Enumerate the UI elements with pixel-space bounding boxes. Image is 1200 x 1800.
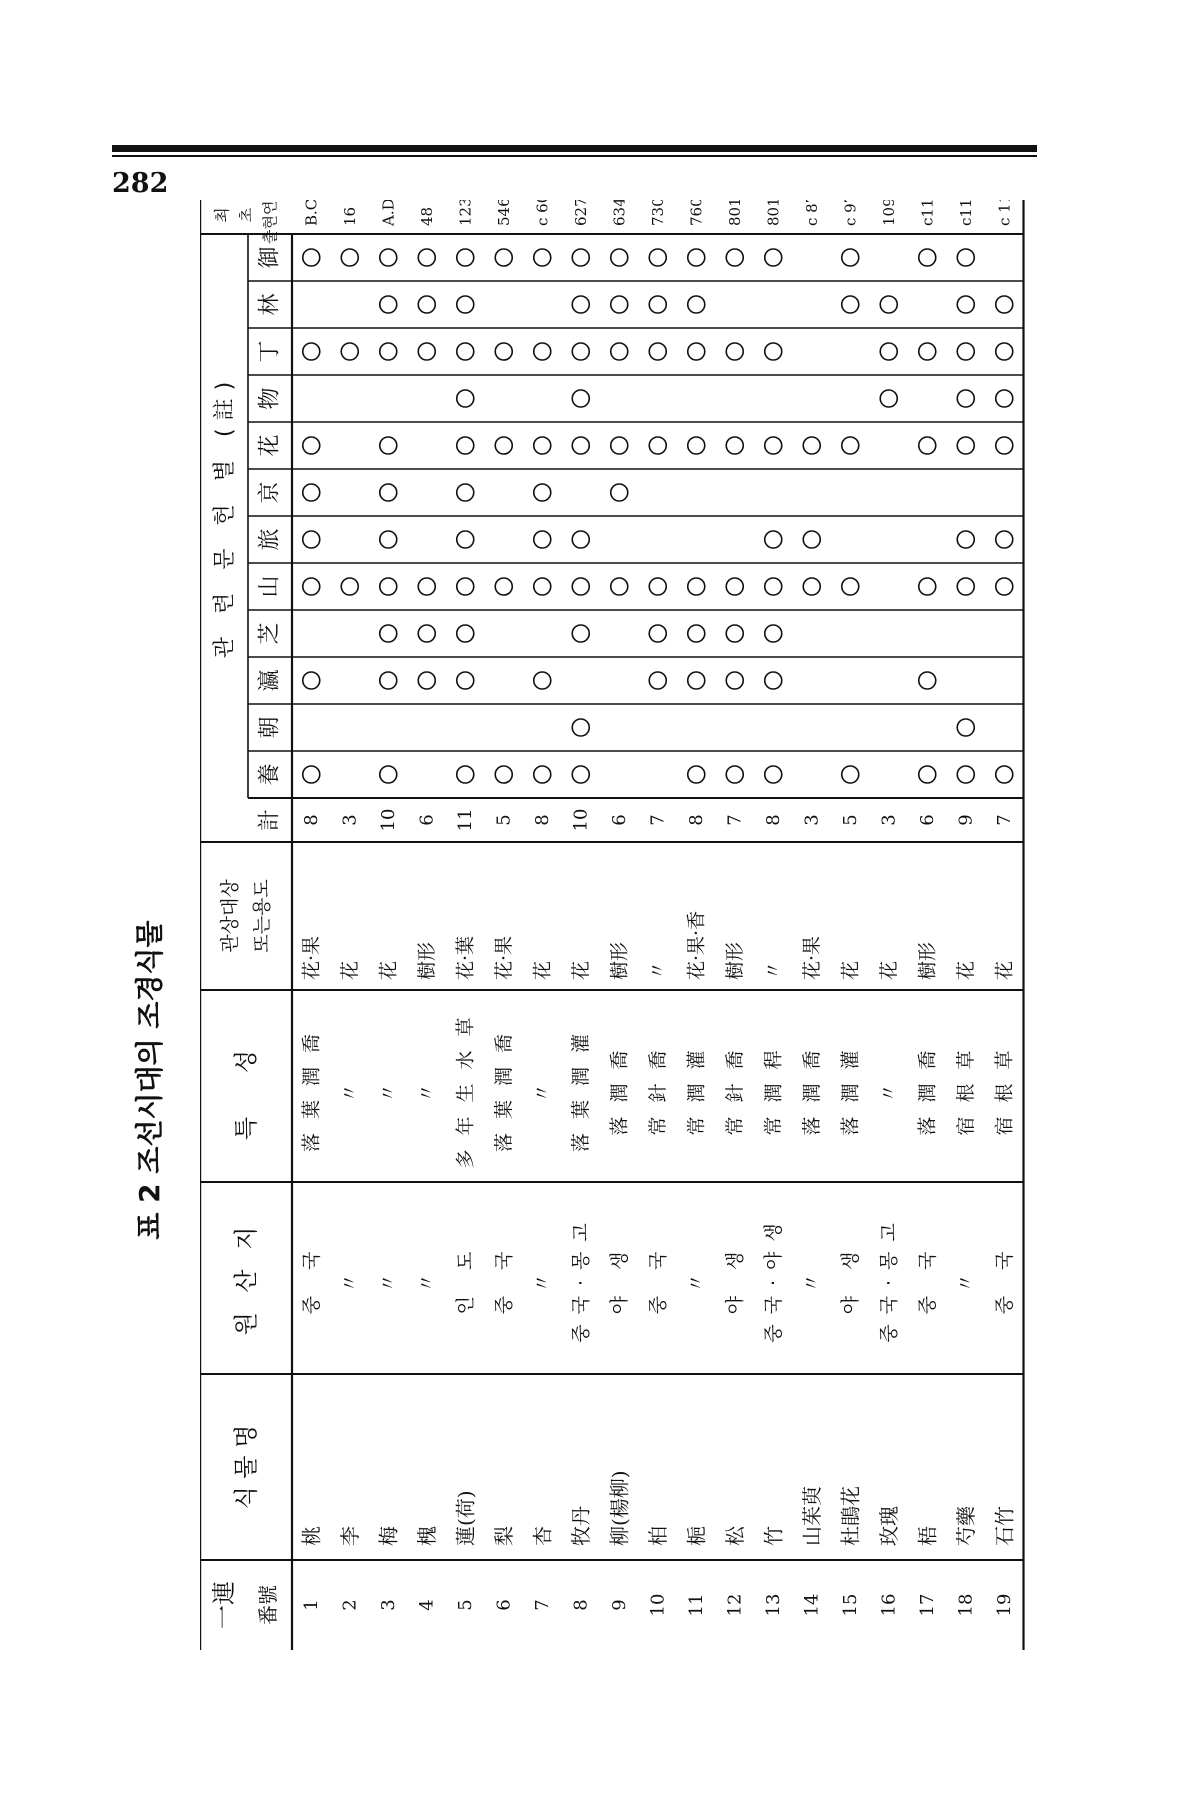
mark-circle	[534, 249, 551, 266]
row-number: 4	[416, 1599, 438, 1611]
row-total: 6	[416, 814, 438, 826]
row-number: 2	[339, 1599, 361, 1611]
mark-circle	[611, 437, 628, 454]
mark-circle	[534, 531, 551, 548]
row-use: 花	[531, 960, 554, 980]
row-use: 〃	[762, 960, 785, 980]
row-total: 8	[300, 814, 322, 826]
mark-circle	[688, 296, 705, 313]
row-origin: 〃	[685, 1263, 708, 1293]
header-traits: 특 성	[232, 1032, 260, 1140]
row-plant-name: 竹	[761, 1526, 786, 1546]
mark-circle	[688, 766, 705, 783]
mark-circle	[380, 531, 397, 548]
mark-circle	[842, 578, 859, 595]
row-total: 8	[762, 814, 784, 826]
mark-circle	[303, 766, 320, 783]
mark-circle	[765, 672, 782, 689]
row-first-year: c 870	[802, 200, 821, 226]
row-first-year: 123	[456, 200, 475, 226]
mark-circle	[765, 343, 782, 360]
mark-circle	[957, 296, 974, 313]
row-traits: 落葉潤喬	[492, 1019, 515, 1153]
mark-circle	[457, 390, 474, 407]
mark-circle	[765, 766, 782, 783]
row-total: 7	[724, 814, 746, 826]
mark-circle	[919, 249, 936, 266]
row-traits: 〃	[338, 1069, 361, 1103]
header-lit-col: 林	[257, 293, 283, 316]
mark-circle	[649, 672, 666, 689]
header-first-year-line3: 출현연대	[261, 200, 279, 244]
row-origin: 중 국	[492, 1241, 515, 1315]
header-serial: 一連	[210, 1581, 238, 1629]
row-origin: 중국·몽고	[569, 1213, 592, 1343]
row-number: 9	[608, 1599, 630, 1611]
mark-circle	[880, 296, 897, 313]
row-total: 7	[647, 814, 669, 826]
row-use: 樹形	[723, 941, 746, 980]
mark-circle	[495, 437, 512, 454]
header-lit-col: 山	[257, 575, 283, 598]
row-use: 樹形	[415, 941, 438, 980]
row-first-year: 730	[648, 200, 667, 226]
row-use: 花·果	[300, 935, 323, 980]
row-origin: 〃	[954, 1263, 977, 1293]
header-ornament-line2: 또는용도	[251, 879, 273, 953]
row-origin: 〃	[338, 1263, 361, 1293]
row-first-year: c1100	[918, 200, 937, 226]
top-rule-thin	[112, 155, 1037, 157]
mark-circle	[688, 578, 705, 595]
row-total: 3	[339, 814, 361, 826]
mark-circle	[996, 296, 1013, 313]
row-plant-name: 芍藥	[953, 1506, 978, 1546]
row-origin: 중국·몽고	[877, 1213, 900, 1343]
header-ornament-line1: 관상대상	[219, 879, 241, 953]
mark-circle	[957, 390, 974, 407]
row-traits: 常針喬	[723, 1036, 746, 1136]
mark-circle	[803, 578, 820, 595]
mark-circle	[957, 343, 974, 360]
mark-circle	[919, 672, 936, 689]
header-lit-col: 御	[257, 246, 283, 269]
row-total: 6	[916, 814, 938, 826]
header-plant-name: 식 물 명	[232, 1424, 260, 1510]
row-number: 8	[570, 1599, 592, 1611]
mark-circle	[611, 343, 628, 360]
row-use: 花	[569, 960, 592, 980]
row-use: 花·果·香	[685, 910, 708, 980]
header-lit-col: 京	[257, 481, 283, 504]
row-origin: 〃	[415, 1263, 438, 1293]
mark-circle	[572, 437, 589, 454]
mark-circle	[726, 249, 743, 266]
mark-circle	[572, 249, 589, 266]
mark-circle	[726, 437, 743, 454]
row-origin: 중 국	[916, 1241, 939, 1315]
header-first-year-line2: 초	[237, 207, 255, 223]
mark-circle	[572, 531, 589, 548]
row-total: 7	[993, 814, 1015, 826]
row-use: 花	[839, 960, 862, 980]
mark-circle	[457, 437, 474, 454]
row-origin: 〃	[377, 1263, 400, 1293]
mark-circle	[380, 672, 397, 689]
mark-circle	[572, 390, 589, 407]
row-total: 10	[570, 808, 592, 832]
row-use: 花	[954, 960, 977, 980]
row-origin: 중 국	[300, 1241, 323, 1315]
row-number: 10	[647, 1593, 669, 1617]
row-use: 樹形	[608, 941, 631, 980]
row-number: 3	[377, 1599, 399, 1611]
row-first-year: 48	[417, 206, 436, 226]
mark-circle	[765, 625, 782, 642]
mark-circle	[380, 484, 397, 501]
header-number: 番號	[256, 1585, 280, 1625]
row-first-year: B.C16	[302, 200, 321, 226]
row-total: 8	[531, 814, 553, 826]
mark-circle	[418, 672, 435, 689]
page-number: 282	[112, 168, 169, 199]
mark-circle	[380, 625, 397, 642]
mark-circle	[842, 249, 859, 266]
mark-circle	[996, 437, 1013, 454]
mark-circle	[688, 672, 705, 689]
row-use: 花	[877, 960, 900, 980]
mark-circle	[957, 531, 974, 548]
row-number: 6	[493, 1599, 515, 1611]
header-lit-col: 芝	[257, 622, 283, 645]
row-number: 1	[300, 1599, 322, 1611]
row-first-year: c 600	[533, 200, 552, 226]
row-traits: 多年生水草	[454, 1003, 477, 1169]
row-number: 12	[724, 1593, 746, 1617]
mark-circle	[495, 578, 512, 595]
row-traits: 宿根草	[954, 1036, 977, 1136]
mark-circle	[534, 766, 551, 783]
row-first-year: 16	[340, 206, 359, 226]
row-first-year: 627	[571, 200, 590, 226]
row-origin: 중 국	[993, 1241, 1016, 1315]
mark-circle	[534, 437, 551, 454]
mark-circle	[495, 766, 512, 783]
row-traits: 落葉潤灌	[569, 1019, 592, 1153]
mark-circle	[495, 249, 512, 266]
mark-circle	[919, 343, 936, 360]
row-total: 10	[377, 808, 399, 832]
row-total: 9	[955, 814, 977, 826]
mark-circle	[572, 766, 589, 783]
mark-circle	[341, 343, 358, 360]
mark-circle	[380, 249, 397, 266]
mark-circle	[957, 249, 974, 266]
mark-circle	[919, 437, 936, 454]
row-first-year: c 1140	[995, 200, 1014, 226]
row-use: 花	[993, 960, 1016, 980]
mark-circle	[880, 343, 897, 360]
row-plant-name: 杜鵑花	[838, 1486, 863, 1546]
top-rule-thick	[112, 145, 1037, 152]
row-origin: 〃	[531, 1263, 554, 1293]
mark-circle	[649, 296, 666, 313]
mark-circle	[611, 484, 628, 501]
header-total: 計	[257, 808, 283, 832]
header-lit-col: 花	[257, 434, 283, 457]
row-traits: 落潤喬	[800, 1036, 823, 1136]
plant-table	[200, 200, 1030, 1650]
row-plant-name: 桃	[299, 1526, 324, 1546]
row-use: 花·果	[800, 935, 823, 980]
mark-circle	[611, 249, 628, 266]
row-plant-name: 蓮(荷)	[453, 1490, 478, 1546]
mark-circle	[457, 343, 474, 360]
mark-circle	[457, 249, 474, 266]
row-origin: 인 도	[454, 1241, 477, 1315]
row-first-year: 760	[687, 200, 706, 226]
row-number: 18	[955, 1593, 977, 1617]
row-traits: 〃	[415, 1069, 438, 1103]
mark-circle	[649, 249, 666, 266]
mark-circle	[572, 578, 589, 595]
mark-circle	[457, 672, 474, 689]
mark-circle	[996, 390, 1013, 407]
row-traits: 落潤喬	[608, 1036, 631, 1136]
mark-circle	[919, 766, 936, 783]
row-number: 16	[878, 1593, 900, 1617]
mark-circle	[341, 249, 358, 266]
mark-circle	[457, 578, 474, 595]
mark-circle	[803, 531, 820, 548]
mark-circle	[688, 437, 705, 454]
mark-circle	[380, 766, 397, 783]
row-total: 3	[878, 814, 900, 826]
row-plant-name: 柏	[645, 1526, 670, 1546]
row-first-year: c 970	[841, 200, 860, 226]
row-traits: 〃	[877, 1069, 900, 1103]
row-plant-name: 梔	[684, 1526, 709, 1546]
mark-circle	[341, 578, 358, 595]
mark-circle	[380, 296, 397, 313]
mark-circle	[611, 578, 628, 595]
mark-circle	[726, 672, 743, 689]
mark-circle	[303, 249, 320, 266]
row-plant-name: 槐	[414, 1526, 439, 1546]
row-total: 5	[839, 814, 861, 826]
mark-circle	[418, 249, 435, 266]
row-traits: 常針喬	[646, 1036, 669, 1136]
row-traits: 落葉潤喬	[300, 1019, 323, 1153]
row-total: 11	[454, 808, 476, 832]
mark-circle	[457, 531, 474, 548]
header-lit-col: 朝	[257, 716, 283, 739]
mark-circle	[303, 531, 320, 548]
mark-circle	[688, 625, 705, 642]
mark-circle	[303, 437, 320, 454]
mark-circle	[996, 766, 1013, 783]
row-first-year: 1099	[879, 200, 898, 226]
row-traits: 〃	[377, 1069, 400, 1103]
mark-circle	[919, 578, 936, 595]
row-origin: 중국·야생	[762, 1213, 785, 1343]
row-use: 花·葉	[454, 935, 477, 980]
mark-circle	[418, 578, 435, 595]
mark-circle	[495, 343, 512, 360]
mark-circle	[572, 625, 589, 642]
row-traits: 落潤喬	[916, 1036, 939, 1136]
mark-circle	[572, 343, 589, 360]
mark-circle	[957, 766, 974, 783]
row-use: 花	[338, 960, 361, 980]
mark-circle	[457, 296, 474, 313]
row-total: 6	[608, 814, 630, 826]
mark-circle	[457, 625, 474, 642]
row-traits: 〃	[531, 1069, 554, 1103]
mark-circle	[842, 766, 859, 783]
header-lit-col: 丁	[257, 340, 283, 363]
mark-circle	[842, 296, 859, 313]
mark-circle	[765, 578, 782, 595]
mark-circle	[880, 390, 897, 407]
row-traits: 宿根草	[993, 1036, 1016, 1136]
row-origin: 중 국	[646, 1241, 669, 1315]
mark-circle	[803, 437, 820, 454]
mark-circle	[688, 249, 705, 266]
row-use: 樹形	[916, 941, 939, 980]
row-first-year: 801	[764, 200, 783, 226]
mark-circle	[957, 437, 974, 454]
mark-circle	[380, 343, 397, 360]
row-number: 11	[685, 1593, 707, 1617]
mark-circle	[418, 296, 435, 313]
mark-circle	[649, 578, 666, 595]
mark-circle	[765, 249, 782, 266]
row-plant-name: 牧丹	[568, 1506, 593, 1546]
row-plant-name: 梧	[915, 1526, 940, 1546]
row-first-year: 546	[494, 200, 513, 226]
mark-circle	[303, 578, 320, 595]
row-origin: 야 생	[608, 1241, 631, 1315]
mark-circle	[649, 343, 666, 360]
row-plant-name: 杏	[530, 1526, 555, 1546]
row-traits: 常潤稈	[762, 1036, 785, 1136]
row-plant-name: 山茱萸	[799, 1486, 824, 1546]
mark-circle	[457, 766, 474, 783]
mark-circle	[996, 343, 1013, 360]
mark-circle	[418, 343, 435, 360]
header-lit-col: 養	[257, 763, 283, 786]
mark-circle	[534, 484, 551, 501]
row-origin: 야 생	[839, 1241, 862, 1315]
mark-circle	[572, 296, 589, 313]
row-use: 花	[377, 960, 400, 980]
row-plant-name: 梨	[491, 1526, 516, 1546]
row-plant-name: 石竹	[992, 1506, 1017, 1546]
mark-circle	[572, 719, 589, 736]
row-total: 3	[801, 814, 823, 826]
mark-circle	[726, 578, 743, 595]
mark-circle	[534, 343, 551, 360]
row-plant-name: 梅	[376, 1526, 401, 1546]
row-total: 5	[493, 814, 515, 826]
mark-circle	[534, 578, 551, 595]
mark-circle	[726, 343, 743, 360]
row-first-year: 801	[725, 200, 744, 226]
row-traits: 落潤灌	[839, 1036, 862, 1136]
row-number: 5	[454, 1599, 476, 1611]
mark-circle	[842, 437, 859, 454]
row-plant-name: 松	[722, 1526, 747, 1546]
row-number: 13	[762, 1593, 784, 1617]
row-first-year: c1140	[956, 200, 975, 226]
mark-circle	[726, 766, 743, 783]
mark-circle	[418, 625, 435, 642]
row-plant-name: 李	[337, 1526, 362, 1546]
mark-circle	[303, 672, 320, 689]
row-origin: 〃	[800, 1263, 823, 1293]
row-number: 17	[916, 1593, 938, 1617]
mark-circle	[649, 625, 666, 642]
row-first-year: A.D41	[379, 200, 398, 226]
row-use: 〃	[646, 960, 669, 980]
header-lit-col: 旅	[257, 528, 283, 551]
header-origin: 원 산 지	[232, 1220, 260, 1336]
mark-circle	[688, 343, 705, 360]
mark-circle	[457, 484, 474, 501]
row-traits: 常潤灌	[685, 1036, 708, 1136]
row-origin: 야 생	[723, 1241, 746, 1315]
mark-circle	[611, 296, 628, 313]
header-lit-col: 瀛	[257, 669, 283, 692]
row-use: 花·果	[492, 935, 515, 980]
header-first-year-line1: 최	[212, 207, 232, 223]
row-number: 14	[801, 1593, 823, 1617]
table-caption: 표 2 조선시대의 조경식물	[133, 920, 166, 1240]
mark-circle	[957, 578, 974, 595]
row-total: 8	[685, 814, 707, 826]
mark-circle	[649, 437, 666, 454]
mark-circle	[996, 531, 1013, 548]
mark-circle	[726, 625, 743, 642]
row-number: 15	[839, 1593, 861, 1617]
row-plant-name: 柳(楊柳)	[607, 1470, 632, 1546]
table-stage	[200, 200, 1030, 1650]
mark-circle	[303, 343, 320, 360]
row-number: 19	[993, 1593, 1015, 1617]
mark-circle	[534, 672, 551, 689]
row-plant-name: 玫瑰	[876, 1506, 901, 1546]
mark-circle	[957, 719, 974, 736]
mark-circle	[380, 578, 397, 595]
row-number: 7	[531, 1599, 553, 1611]
mark-circle	[765, 437, 782, 454]
mark-circle	[765, 531, 782, 548]
header-lit-col: 物	[257, 387, 283, 410]
row-first-year: 634	[610, 200, 629, 226]
mark-circle	[303, 484, 320, 501]
mark-circle	[380, 437, 397, 454]
mark-circle	[996, 578, 1013, 595]
header-literature-group: 관 련 문 헌 별 (註)	[212, 373, 238, 659]
